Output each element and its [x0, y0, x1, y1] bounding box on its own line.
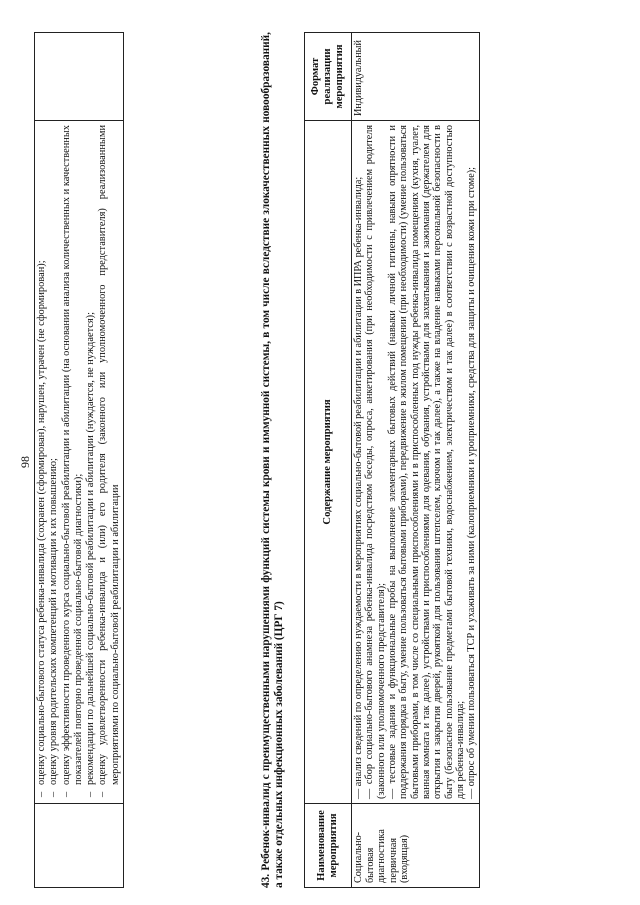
list-item: – рекомендации по дальнейшей социально-бытовой реабилитации и абилитации (нуждается, не нуждается); [85, 125, 97, 799]
list-item: – оценку уровня родительских компетенций и мотивации к их повышению; [48, 125, 60, 799]
list-item: – оценку социально-бытового статуса ребенка-инвалида (сохранен (сформирован), нарушен, утрачен (не сформирован); [36, 125, 48, 799]
section-heading: 43. Ребенок-инвалид с преимущественными нарушениями функций системы крови и иммунной системы, в том числе вследствие злокачественных новообразований, а также отдельных инфекционных заболеваний (ЦРГ 7) [260, 32, 285, 888]
table-cell-content [35, 121, 124, 804]
table-row [35, 33, 124, 888]
table-cell-empty [35, 804, 124, 888]
content-paragraph: — опрос об умении пользоваться ТСР и ухаживать за ними (калоприемники и уроприемники, средства для защиты и очищения кожи при стоме); [466, 167, 478, 799]
rotated-page-content [16, 32, 616, 888]
content-paragraph: — сбор социально-бытового анамнеза ребенка-инвалида посредством беседы, опроса, анкетирования (при необходимости с привлечением родителя (законного или уполномоченного представителя); [364, 125, 387, 799]
header-content: Содержание мероприятия [305, 121, 352, 804]
measure-content [352, 121, 480, 804]
measures-table [304, 32, 480, 888]
table-header-row [305, 33, 352, 888]
continued-table [34, 32, 124, 888]
table-row [352, 33, 480, 888]
header-format: Формат реализации мероприятия [305, 33, 352, 121]
measure-format: Индивидуальный [352, 33, 480, 121]
content-paragraph: — тестовые задания и функциональные пробы на выполнение элементарных бытовых действий (навыки личной гигиены, навыки опрятности и поддержания порядка в быту, умение пользоваться бытовыми приборами), передвижение в жилом помещении (при необходимости) (умение пользоваться бытовыми приборами, в том числе со специальными приспособлениями и в приспособленных под нужды ребенка-инвалида помещениях (кухня, туалет, ванная комната и так далее), устройствами и приспособлениями для одевания, обувания, устройствами для захватывания и зажимания (держателем для открытия и закрытия дверей, рукояткой для пользования штепселем, ключом и так далее), а также на владение навыками персональной безопасности в быту (безопасное пользование предметами бытовой техники, водоснабжением, электричеством и так далее) в соответствии с возрастной доступностью для ребенка-инвалида; [387, 125, 467, 799]
page-number: 98 [18, 456, 32, 468]
list-item: – оценку удовлетворенности ребенка-инвалида и (или) его родителя (законного или уполномоченного представителя) реализованными мероприятиями по социально-бытовой реабилитации и абилитации [97, 125, 122, 799]
header-name: Наименование мероприятия [305, 804, 352, 888]
table-cell-empty [35, 33, 124, 121]
measure-name: Социально-бытовая диагностика первичная (входящая) [352, 804, 480, 888]
list-item: – оценку эффективности проведенного курса социально-бытовой реабилитации и абилитации (на основании анализа количественных и качественных показателей повторно проведенной социально-бытовой диагностики); [61, 125, 86, 799]
content-paragraph: — анализ сведений по определению нуждаемости в мероприятиях социально-бытовой реабилитации и абилитации в ИПРА ребенка-инвалида; [353, 176, 364, 799]
results-list [36, 125, 122, 799]
